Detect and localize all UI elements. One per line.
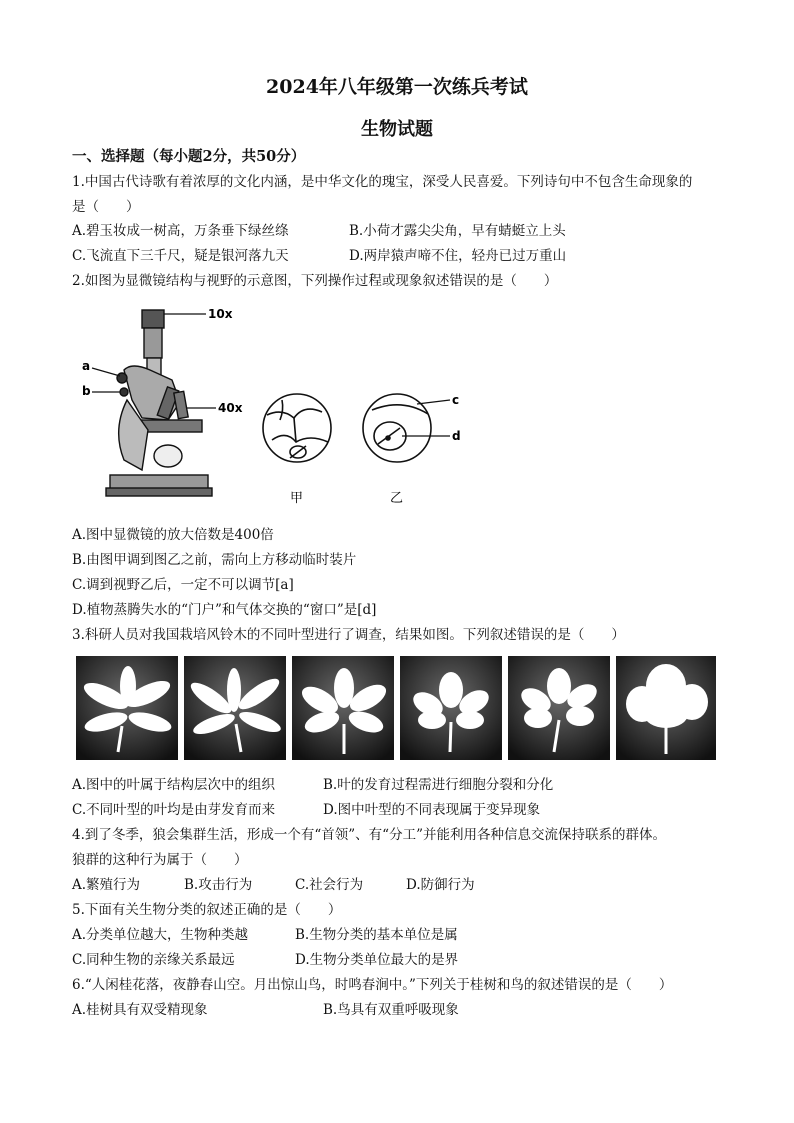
field-of-view-jia [263, 394, 331, 462]
label-b: b [82, 384, 91, 398]
label-c: c [452, 393, 460, 407]
q4-stem-line1: 4.到了冬季，狼会集群生活，形成一个有“首领”、有“分工”并能利用各种信息交流保持联系的群体。 [72, 827, 666, 843]
q1-option-c: C.飞流直下三千尺，疑是银河落九天 [72, 248, 289, 264]
q5-stem: 5.下面有关生物分类的叙述正确的是（ ） [72, 902, 342, 918]
leaf-types-figure [76, 656, 716, 762]
q6-option-b: B.鸟具有双重呼吸现象 [323, 1002, 459, 1018]
q1-option-d: D.两岸猿声啼不住，轻舟已过万重山 [349, 248, 567, 264]
q4-option-d: D.防御行为 [406, 877, 475, 893]
q3-stem: 3.科研人员对我国栽培风铃木的不同叶型进行了调查，结果如图。下列叙述错误的是（ ） [72, 627, 625, 643]
q2-option-b: B.由图甲调到图乙之前，需向上方移动临时装片 [72, 552, 357, 568]
leaf-panel-6 [616, 656, 716, 760]
q1-stem-line1: 1.中国古代诗歌有着浓厚的文化内涵，是中华文化的瑰宝，深受人民喜爱。下列诗句中不包含生命现象的 [72, 174, 693, 190]
q1-stem-line2: 是（ ） [72, 199, 140, 215]
q2-option-d: D.植物蒸腾失水的“门户”和气体交换的“窗口”是[d] [72, 602, 377, 618]
field-of-view-yi [363, 394, 431, 462]
leaf-panel-3 [292, 656, 394, 760]
q1-option-a: A.碧玉妆成一树高，万条垂下绿丝绦 [72, 223, 289, 239]
label-d: d [452, 429, 461, 443]
pointer-line-a [92, 368, 120, 376]
exam-subtitle: 生物试题 [361, 119, 433, 140]
q5-option-a: A.分类单位越大，生物种类越 [72, 927, 249, 943]
microscope-figure [72, 300, 492, 515]
leaf-panel-1 [76, 656, 178, 760]
q2-option-c: C.调到视野乙后，一定不可以调节[a] [72, 577, 294, 593]
q4-option-c: C.社会行为 [295, 877, 364, 893]
q1-option-b: B.小荷才露尖尖角，早有蜻蜓立上头 [349, 223, 566, 239]
pointer-line-c [417, 400, 450, 404]
section-heading: 一、选择题（每小题2分，共50分） [72, 148, 306, 165]
label-40x: 40x [218, 401, 243, 415]
leaf-panel-4 [400, 656, 502, 760]
label-yi: 乙 [390, 491, 404, 506]
q2-stem: 2.如图为显微镜结构与视野的示意图，下列操作过程或现象叙述错误的是（ ） [72, 273, 558, 289]
q3-option-a: A.图中的叶属于结构层次中的组织 [72, 777, 276, 793]
q2-option-a: A.图中显微镜的放大倍数是400倍 [72, 527, 274, 543]
label-10x: 10x [208, 307, 233, 321]
q3-option-c: C.不同叶型的叶均是由芽发育而来 [72, 802, 276, 818]
q4-stem-line2: 狼群的这种行为属于（ ） [72, 852, 248, 868]
q5-option-b: B.生物分类的基本单位是属 [295, 927, 458, 943]
exam-title: 2024年八年级第一次练兵考试 [266, 76, 528, 98]
q6-option-a: A.桂树具有双受精现象 [72, 1002, 208, 1018]
q4-option-b: B.攻击行为 [184, 877, 253, 893]
q4-option-a: A.繁殖行为 [72, 877, 141, 893]
leaf-panel-2 [184, 656, 286, 760]
q3-option-b: B.叶的发育过程需进行细胞分裂和分化 [323, 777, 554, 793]
label-jia: 甲 [290, 491, 304, 506]
label-a: a [82, 359, 91, 373]
microscope-illustration [106, 310, 212, 496]
q5-option-d: D.生物分类单位最大的是界 [295, 952, 459, 968]
q6-stem: 6.“人闲桂花落，夜静春山空。月出惊山鸟，时鸣春涧中。”下列关于桂树和鸟的叙述错误的是（ ） [72, 977, 673, 993]
leaf-panel-5 [508, 656, 610, 760]
q3-option-d: D.图中叶型的不同表现属于变异现象 [323, 802, 541, 818]
q5-option-c: C.同种生物的亲缘关系最远 [72, 952, 235, 968]
